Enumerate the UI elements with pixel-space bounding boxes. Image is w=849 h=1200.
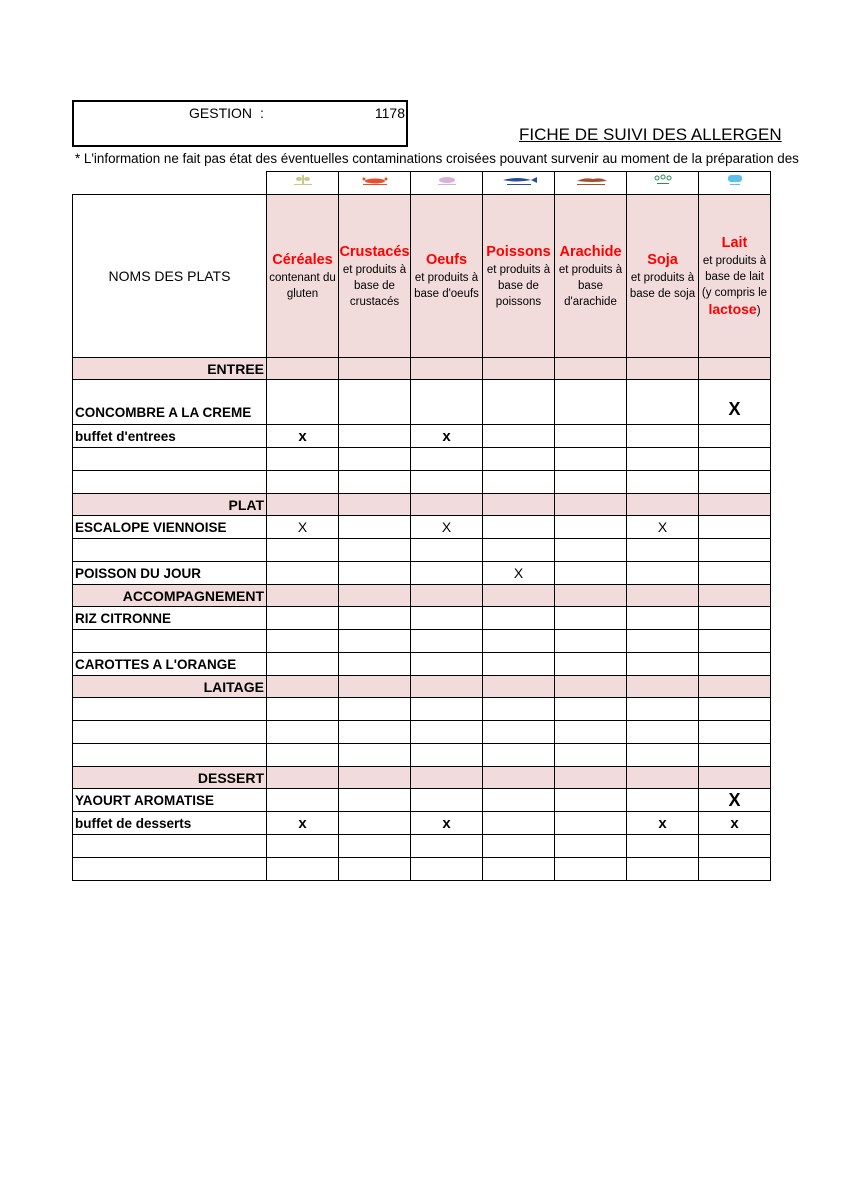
section-cell — [483, 676, 555, 698]
allergen-mark — [339, 607, 411, 630]
allergen-mark — [339, 516, 411, 539]
dish-row — [73, 835, 771, 858]
allergen-name: Soja — [647, 251, 678, 268]
dish-row — [73, 471, 771, 494]
allergen-mark — [699, 448, 771, 471]
allergen-desc-end: ) — [756, 304, 761, 317]
allergen-mark — [699, 425, 771, 448]
allergen-icon-cell — [411, 172, 483, 195]
allergen-name: Arachide — [559, 243, 622, 260]
section-row — [73, 676, 771, 698]
section-cell — [555, 767, 627, 789]
allergen-mark — [483, 380, 555, 425]
allergen-header — [555, 195, 627, 358]
allergen-mark — [339, 425, 411, 448]
allergen-mark — [555, 471, 627, 494]
allergen-mark — [267, 630, 339, 653]
section-cell — [267, 494, 339, 516]
allergen-mark: x — [699, 812, 771, 835]
allergen-mark — [483, 789, 555, 812]
page-title: FICHE DE SUIVI DES ALLERGEN — [519, 125, 782, 144]
allergen-mark — [483, 698, 555, 721]
allergen-mark — [483, 607, 555, 630]
dish-names-header: NOMS DES PLATS — [73, 195, 267, 358]
allergen-name: Oeufs — [425, 251, 468, 268]
allergen-mark — [483, 721, 555, 744]
allergen-mark — [339, 653, 411, 676]
section-cell — [627, 767, 699, 789]
allergen-header — [411, 195, 483, 358]
dish-name: CONCOMBRE A LA CREME — [73, 380, 267, 425]
dish-row — [73, 858, 771, 881]
dish-name: RIZ CITRONNE — [73, 607, 267, 630]
allergen-mark — [699, 607, 771, 630]
allergen-mark — [483, 653, 555, 676]
allergen-mark — [339, 835, 411, 858]
gestion-colon: : — [260, 105, 264, 121]
allergen-mark — [267, 698, 339, 721]
section-cell — [555, 358, 627, 380]
section-label: DESSERT — [73, 767, 267, 789]
section-cell — [339, 358, 411, 380]
section-cell — [411, 358, 483, 380]
egg-icon — [433, 173, 461, 191]
allergen-desc: et produits à base de lait (y compris le — [701, 254, 768, 299]
allergen-mark — [411, 653, 483, 676]
dish-name — [73, 630, 267, 653]
allergen-desc-highlight: lactose — [708, 300, 757, 317]
dish-row — [73, 789, 771, 812]
allergen-mark — [483, 448, 555, 471]
section-label: LAITAGE — [73, 676, 267, 698]
fish-icon — [499, 173, 539, 191]
allergen-mark — [555, 744, 627, 767]
header-row — [73, 195, 771, 358]
dish-row — [73, 516, 771, 539]
allergen-mark — [267, 721, 339, 744]
allergen-mark — [339, 812, 411, 835]
allergen-icon-cell — [483, 172, 555, 195]
allergen-mark — [339, 858, 411, 881]
allergen-mark — [411, 562, 483, 585]
allergen-mark — [627, 448, 699, 471]
allergen-mark — [411, 744, 483, 767]
allergen-mark — [267, 835, 339, 858]
allergen-name: Poissons — [486, 243, 551, 260]
section-cell — [699, 358, 771, 380]
allergen-mark — [627, 471, 699, 494]
dish-name: buffet d'entrees — [73, 425, 267, 448]
allergen-mark — [339, 380, 411, 425]
peanut-icon — [571, 173, 611, 191]
allergen-mark — [267, 539, 339, 562]
gestion-label: GESTION — [189, 105, 253, 121]
allergen-desc: et produits à base d'arachide — [558, 263, 623, 308]
allergen-desc: et produits à base de crustacés — [342, 263, 407, 308]
allergen-icon-cell — [627, 172, 699, 195]
allergen-mark: x — [267, 425, 339, 448]
section-cell — [699, 494, 771, 516]
allergen-desc: contenant du gluten — [269, 271, 336, 300]
allergen-mark — [483, 858, 555, 881]
allergen-mark — [699, 516, 771, 539]
dish-row — [73, 448, 771, 471]
section-label: PLAT — [73, 494, 267, 516]
dish-row — [73, 607, 771, 630]
allergen-mark — [483, 744, 555, 767]
allergen-mark — [339, 744, 411, 767]
dish-name — [73, 744, 267, 767]
allergen-mark — [627, 380, 699, 425]
allergen-mark — [267, 607, 339, 630]
allergen-icon-cell — [339, 172, 411, 195]
dish-name — [73, 835, 267, 858]
allergen-mark — [267, 858, 339, 881]
allergen-icon-cell — [267, 172, 339, 195]
section-cell — [555, 676, 627, 698]
section-cell — [555, 494, 627, 516]
allergen-mark — [627, 698, 699, 721]
allergen-icon-cell — [555, 172, 627, 195]
allergen-mark: X — [411, 516, 483, 539]
allergen-mark: x — [411, 812, 483, 835]
allergen-mark — [411, 607, 483, 630]
allergen-mark — [339, 448, 411, 471]
dish-row — [73, 698, 771, 721]
allergen-mark — [555, 721, 627, 744]
milk-icon — [725, 173, 745, 191]
allergen-desc: et produits à base de soja — [629, 271, 696, 300]
allergen-mark — [483, 835, 555, 858]
allergen-mark — [555, 607, 627, 630]
allergen-mark — [699, 858, 771, 881]
allergen-mark — [699, 630, 771, 653]
section-cell — [483, 358, 555, 380]
allergen-mark — [411, 630, 483, 653]
dish-name: ESCALOPE VIENNOISE — [73, 516, 267, 539]
allergen-mark — [627, 835, 699, 858]
allergen-mark — [411, 380, 483, 425]
allergen-mark — [483, 516, 555, 539]
section-cell — [483, 585, 555, 607]
allergen-mark — [411, 789, 483, 812]
dish-row — [73, 812, 771, 835]
allergen-mark — [555, 425, 627, 448]
icon-row — [73, 172, 771, 195]
allergen-mark — [411, 539, 483, 562]
section-cell — [627, 494, 699, 516]
allergen-mark — [339, 562, 411, 585]
allergen-name: Céréales — [272, 251, 333, 268]
allergen-mark — [699, 835, 771, 858]
allergen-mark — [699, 562, 771, 585]
dish-row — [73, 744, 771, 767]
allergen-mark — [555, 516, 627, 539]
allergen-name: Crustacés — [339, 243, 410, 260]
section-cell — [411, 767, 483, 789]
allergen-mark: X — [267, 516, 339, 539]
allergen-mark: X — [699, 789, 771, 812]
dish-name: CAROTTES A L'ORANGE — [73, 653, 267, 676]
section-cell — [411, 494, 483, 516]
allergen-mark — [627, 562, 699, 585]
allergen-mark — [339, 698, 411, 721]
section-cell — [267, 767, 339, 789]
dish-row — [73, 562, 771, 585]
blank-corner — [73, 172, 267, 195]
allergen-header — [483, 195, 555, 358]
allergen-mark — [555, 380, 627, 425]
section-cell — [339, 494, 411, 516]
allergen-header — [699, 195, 771, 358]
allergen-desc: et produits à base d'oeufs — [414, 271, 479, 300]
allergen-mark — [483, 425, 555, 448]
allergen-mark — [339, 539, 411, 562]
allergen-mark — [267, 380, 339, 425]
section-cell — [339, 585, 411, 607]
allergen-name: Lait — [721, 234, 748, 251]
dish-row — [73, 630, 771, 653]
allergen-mark — [483, 812, 555, 835]
section-label: ACCOMPAGNEMENT — [73, 585, 267, 607]
allergen-table — [72, 171, 771, 881]
section-row — [73, 358, 771, 380]
allergen-mark — [699, 539, 771, 562]
allergen-mark — [411, 448, 483, 471]
allergen-mark — [555, 858, 627, 881]
allergen-mark — [627, 653, 699, 676]
soy-icon — [651, 173, 675, 191]
section-cell — [483, 494, 555, 516]
allergen-mark — [267, 562, 339, 585]
dish-name: YAOURT AROMATISE — [73, 789, 267, 812]
allergen-mark — [339, 721, 411, 744]
wheat-icon — [292, 173, 314, 191]
section-cell — [267, 585, 339, 607]
gestion-value: 1178 — [374, 105, 405, 121]
allergen-mark — [699, 471, 771, 494]
section-cell — [555, 585, 627, 607]
section-cell — [339, 676, 411, 698]
allergen-mark — [555, 539, 627, 562]
allergen-mark: x — [267, 812, 339, 835]
allergen-mark: x — [411, 425, 483, 448]
dish-name: buffet de desserts — [73, 812, 267, 835]
dish-row — [73, 539, 771, 562]
allergen-mark — [699, 721, 771, 744]
section-cell — [699, 585, 771, 607]
section-cell — [483, 767, 555, 789]
section-cell — [411, 585, 483, 607]
allergen-mark — [483, 471, 555, 494]
allergen-mark — [627, 721, 699, 744]
allergen-mark — [555, 698, 627, 721]
allergen-mark — [267, 789, 339, 812]
allergen-mark — [699, 698, 771, 721]
dish-row — [73, 380, 771, 425]
section-cell — [627, 358, 699, 380]
allergen-header — [339, 195, 411, 358]
allergen-header — [627, 195, 699, 358]
section-cell — [627, 676, 699, 698]
allergen-mark — [627, 425, 699, 448]
section-cell — [339, 767, 411, 789]
allergen-mark — [555, 789, 627, 812]
section-label: ENTREE — [73, 358, 267, 380]
allergen-mark — [627, 607, 699, 630]
allergen-mark: X — [483, 562, 555, 585]
allergen-mark — [627, 789, 699, 812]
allergen-desc: et produits à base de poissons — [486, 263, 551, 308]
allergen-mark — [411, 721, 483, 744]
contamination-note: * L'information ne fait pas état des éventuelles contaminations croisées pouvant survenir au moment de la préparation des — [75, 151, 799, 166]
dish-row — [73, 653, 771, 676]
dish-name — [73, 448, 267, 471]
section-cell — [699, 767, 771, 789]
allergen-mark — [339, 789, 411, 812]
allergen-mark — [555, 812, 627, 835]
dish-name — [73, 858, 267, 881]
allergen-mark — [267, 471, 339, 494]
allergen-mark — [555, 630, 627, 653]
allergen-mark — [627, 539, 699, 562]
section-cell — [411, 676, 483, 698]
section-row — [73, 585, 771, 607]
crab-icon — [360, 173, 390, 191]
allergen-mark: x — [627, 812, 699, 835]
allergen-mark — [483, 539, 555, 562]
allergen-mark — [411, 471, 483, 494]
gestion-box — [72, 100, 408, 147]
dish-row — [73, 425, 771, 448]
allergen-mark — [555, 562, 627, 585]
allergen-mark — [555, 448, 627, 471]
dish-name — [73, 698, 267, 721]
section-cell — [267, 358, 339, 380]
allergen-mark — [483, 630, 555, 653]
section-row — [73, 767, 771, 789]
allergen-mark — [339, 471, 411, 494]
allergen-mark — [267, 448, 339, 471]
allergen-mark: X — [627, 516, 699, 539]
allergen-header — [267, 195, 339, 358]
allergen-mark — [411, 835, 483, 858]
dish-name: POISSON DU JOUR — [73, 562, 267, 585]
allergen-mark — [627, 858, 699, 881]
allergen-mark — [555, 835, 627, 858]
dish-name — [73, 721, 267, 744]
dish-row — [73, 721, 771, 744]
allergen-mark — [411, 698, 483, 721]
allergen-mark — [627, 630, 699, 653]
section-row — [73, 494, 771, 516]
allergen-icon-cell — [699, 172, 771, 195]
dish-name — [73, 539, 267, 562]
allergen-mark — [699, 744, 771, 767]
dish-name — [73, 471, 267, 494]
section-cell — [267, 676, 339, 698]
allergen-mark — [555, 653, 627, 676]
section-cell — [627, 585, 699, 607]
allergen-mark — [339, 630, 411, 653]
allergen-mark — [267, 653, 339, 676]
allergen-mark — [411, 858, 483, 881]
section-cell — [699, 676, 771, 698]
allergen-mark — [627, 744, 699, 767]
allergen-mark: X — [699, 380, 771, 425]
allergen-mark — [267, 744, 339, 767]
allergen-mark — [699, 653, 771, 676]
